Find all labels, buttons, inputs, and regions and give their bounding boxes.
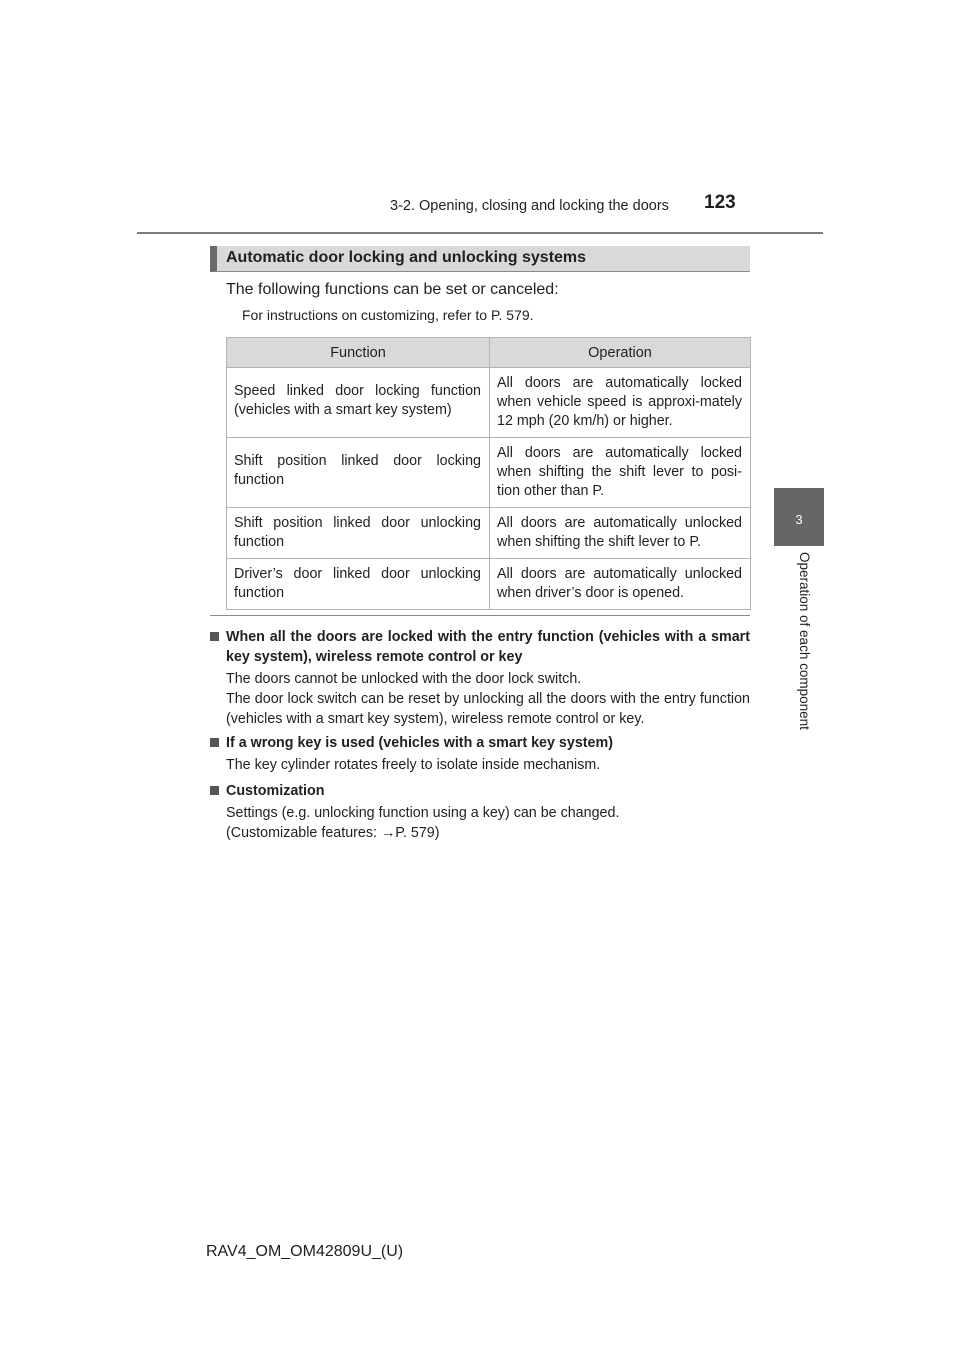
chapter-title: Operation of each component [797,552,812,730]
running-header: 3-2. Opening, closing and locking the doors [390,198,669,214]
note-heading: When all the doors are locked with the entry function (vehicles with a smart key system), wireless remote control or key [226,629,750,665]
function-cell: Speed linked door locking function (vehicles with a smart key system) [227,368,490,438]
function-table [226,337,751,610]
operation-cell: All doors are automatically unlocked when driver’s door is opened. [490,559,751,610]
note-locked-doors [210,627,750,729]
function-cell: Shift position linked door unlocking function [227,508,490,559]
note-body: (Customizable features: →P. 579) [226,825,440,841]
function-cell: Shift position linked door locking function [227,438,490,508]
header-rule [137,232,823,234]
table-row [227,368,751,438]
square-bullet-icon [210,786,219,795]
header-operation: Operation [490,338,751,368]
square-bullet-icon [210,632,219,641]
note-heading: Customization [226,783,325,799]
table-row [227,508,751,559]
section-title: Automatic door locking and unlocking systems [226,249,587,266]
note-body: The door lock switch can be reset by unlocking all the doors with the entry function (vehicles with a smart key system), wireless remote control or key. [226,691,750,727]
header-function: Function [227,338,490,368]
function-cell: Driver’s door linked door unlocking function [227,559,490,610]
page-number: 123 [704,192,736,213]
table-row [227,438,751,508]
chapter-number: 3 [795,512,803,527]
chapter-tab [774,488,824,546]
note-body: Settings (e.g. unlocking function using a key) can be changed. [226,805,620,821]
intro-text: The following functions can be set or canceled: [226,281,559,298]
section-heading-bar [210,246,750,272]
operation-cell: All doors are automatically locked when vehicle speed is approxi-mately 12 mph (20 km/h) or higher. [490,368,751,438]
table-header-row [227,338,751,368]
note-wrong-key [210,733,750,775]
note-body: The key cylinder rotates freely to isolate inside mechanism. [226,757,601,773]
notes-divider [210,615,750,616]
customize-note: For instructions on customizing, refer to P. 579. [242,307,534,323]
table-row [227,559,751,610]
square-bullet-icon [210,738,219,747]
document-code: RAV4_OM_OM42809U_(U) [206,1243,404,1260]
operation-cell: All doors are automatically locked when shifting the shift lever to posi-tion other than P. [490,438,751,508]
note-heading: If a wrong key is used (vehicles with a smart key system) [226,735,613,751]
note-body: The doors cannot be unlocked with the door lock switch. [226,671,582,687]
operation-cell: All doors are automatically unlocked when shifting the shift lever to P. [490,508,751,559]
note-customization [210,781,750,843]
